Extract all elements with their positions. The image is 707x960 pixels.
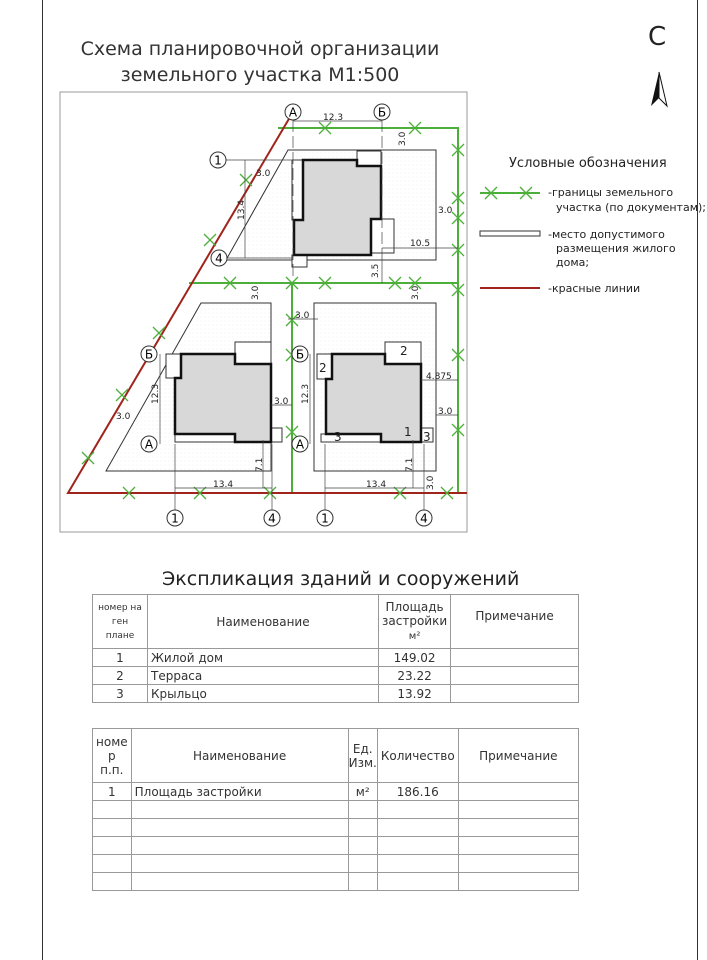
summary-table: номе р п.п. Наименование Ед. Изм. Количество Примечание 1 Площадь застройки м² 186.16 xyxy=(92,728,579,891)
dim-bl-width: 13.4 xyxy=(213,480,234,490)
dim-br-top: 3.0 xyxy=(411,285,421,300)
mark-porch: 3 xyxy=(334,430,342,444)
header-name: Наименование xyxy=(148,595,379,649)
house-bottom-left xyxy=(175,354,271,442)
mark-house: 1 xyxy=(404,425,412,439)
legend-zone-3: дома; xyxy=(556,256,590,269)
north-label: С xyxy=(648,22,667,52)
dim-3-5: 3.5 xyxy=(371,263,381,278)
axis-label: Б xyxy=(144,347,154,362)
axis-label: 4 xyxy=(268,511,276,526)
dim-top-height: 13.4 xyxy=(237,199,247,220)
dim-bl-top: 3.0 xyxy=(251,285,261,300)
dim-bl-diag: 3.0 xyxy=(116,412,131,422)
header-name: Наименование xyxy=(131,729,348,783)
axis-label: А xyxy=(288,105,298,120)
header-note: Примечание xyxy=(451,595,579,649)
axis-label: Б xyxy=(295,347,305,362)
dim-br-7-1: 7.1 xyxy=(405,457,415,472)
mark-terrace: 2 xyxy=(400,344,408,358)
dim-bl-right: 3.0 xyxy=(274,397,289,407)
boundary-point-icon xyxy=(82,452,94,464)
dim-bl-height: 12.3 xyxy=(151,383,161,404)
dim-top-setback: 3.0 xyxy=(256,169,271,179)
legend-title: Условные обозначения xyxy=(509,156,667,171)
table-row: 3 Крыльцо 13.92 xyxy=(93,685,579,703)
boundary-point-icon xyxy=(204,234,216,246)
dim-10-5: 10.5 xyxy=(410,239,431,249)
dim-br-width: 13.4 xyxy=(366,480,387,490)
axis-label: 4 xyxy=(420,511,428,526)
north-arrow-icon xyxy=(651,72,659,106)
mark-porch-right: 3 xyxy=(423,430,431,444)
house-top xyxy=(294,160,381,255)
plan-title-line1: Схема планировочной организации xyxy=(80,38,440,60)
dim-4875: 4.875 xyxy=(426,372,452,382)
boundary-point-icon xyxy=(240,174,252,186)
table-row: 2 Терраса 23.22 xyxy=(93,667,579,685)
legend-zone: -место допустимого xyxy=(548,228,665,241)
dim-br-right: 3.0 xyxy=(438,407,453,417)
dim-top-width: 12.3 xyxy=(323,113,344,123)
axis-label: 1 xyxy=(214,153,222,168)
axis-label: А xyxy=(295,437,305,452)
allowed-zone-legend-icon xyxy=(480,231,540,236)
header-note: Примечание xyxy=(458,729,578,783)
dim-bl-7-1: 7.1 xyxy=(255,457,265,472)
axis-label: 1 xyxy=(321,511,329,526)
legend-zone-2: размещения жилого xyxy=(556,242,676,255)
legend-boundary-2: участка (по документам); xyxy=(556,201,706,214)
dim-top-right-setback: 3.0 xyxy=(398,131,408,146)
axis-label: 1 xyxy=(171,511,179,526)
explication-table: номер на ген плане Наименование Площадь застройки м² Примечание 1 Жилой дом 149.02 2 Терраса 23.22 3 Крыльцо 13.92 xyxy=(92,594,579,703)
mark-terrace-left: 2 xyxy=(319,361,327,375)
header-qty: Количество xyxy=(377,729,458,783)
legend-red-line: -красные линии xyxy=(548,282,641,295)
dim-top-side: 3.0 xyxy=(438,206,453,216)
dim-br-bottom: 3.0 xyxy=(426,475,436,490)
plan-title-line2: земельного участка М1:500 xyxy=(120,64,400,86)
explication-title: Экспликация зданий и сооружений xyxy=(162,568,520,590)
table-row: 1 Площадь застройки м² 186.16 xyxy=(93,783,579,801)
table-row: 1 Жилой дом 149.02 xyxy=(93,649,579,667)
dim-br-left: 3.0 xyxy=(295,311,310,321)
axis-label: А xyxy=(144,437,154,452)
axis-label: Б xyxy=(377,105,387,120)
dim-br-height: 12.3 xyxy=(301,383,311,404)
legend-boundary: -границы земельного xyxy=(548,186,674,199)
axis-label: 4 xyxy=(215,251,223,266)
